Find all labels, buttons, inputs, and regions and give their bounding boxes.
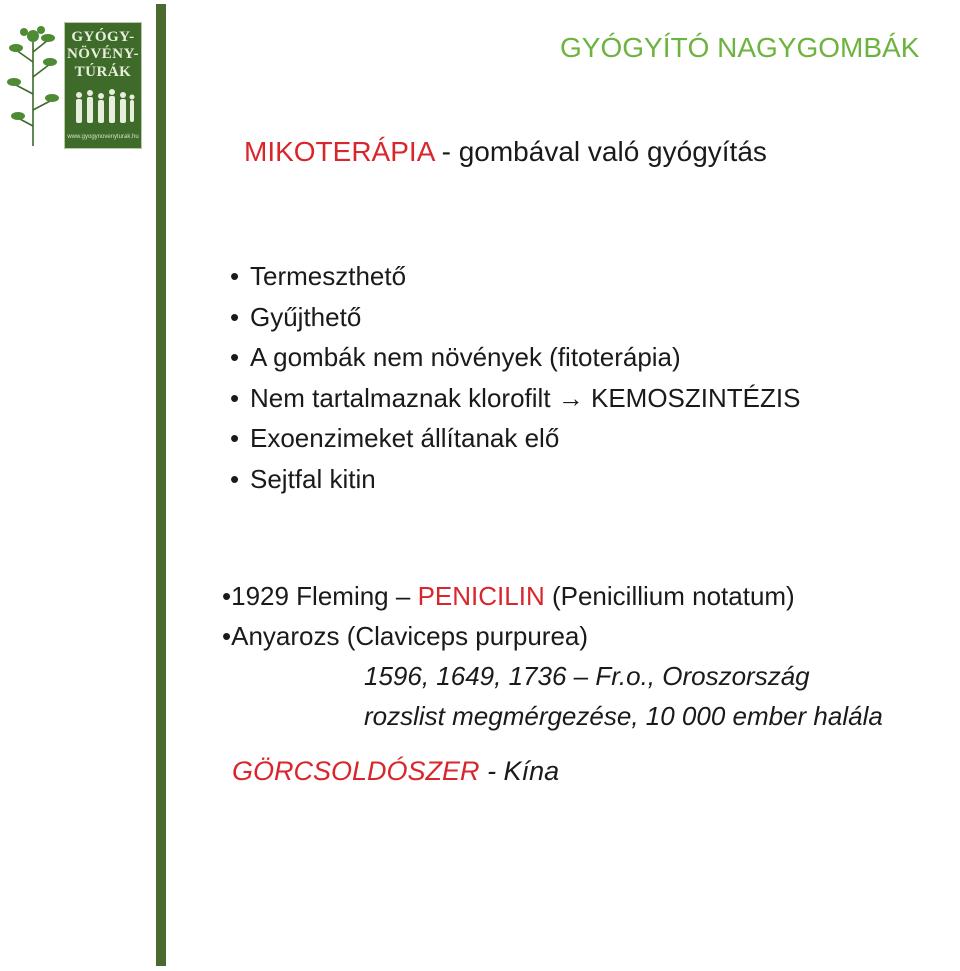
fleming-line bbox=[222, 578, 883, 618]
bullet-icon: • bbox=[230, 301, 240, 332]
list-item-text: Exoenzimeket állítanak elő bbox=[250, 423, 560, 454]
logo-line-2: NÖVÉNY- bbox=[66, 46, 140, 62]
list-item-text: Sejtfal kitin bbox=[250, 463, 376, 494]
fleming-suffix: (Penicillium notatum) bbox=[551, 581, 795, 611]
logo-url: www.gyogynovenyturak.hu bbox=[67, 134, 139, 140]
bullet-icon: • bbox=[230, 463, 240, 494]
fleming-prefix: 1929 Fleming – bbox=[231, 581, 411, 611]
page-title: GYÓGYÍTÓ NAGYGOMBÁK bbox=[560, 32, 920, 63]
bullet-icon: • bbox=[222, 621, 232, 651]
logo-line-1: GYÓGY- bbox=[71, 29, 135, 45]
logo-line-3: TÚRÁK bbox=[74, 64, 132, 80]
antispasmodic-rest: - Kína bbox=[487, 756, 560, 786]
list-item-text: Nem tartalmaznak klorofilt → KEMOSZINTÉZIS bbox=[250, 382, 801, 413]
subtitle-rest: - gombával való gyógyítás bbox=[441, 136, 767, 167]
ergot-note-line: rozslist megmérgezése, 10 000 ember halála bbox=[364, 701, 883, 731]
herb-illustration-icon bbox=[4, 22, 62, 148]
penicilin-term: PENICILIN bbox=[417, 581, 545, 611]
property-bullet-list bbox=[230, 258, 800, 502]
vertical-divider-bar bbox=[156, 4, 166, 966]
bullet-icon: • bbox=[230, 342, 240, 373]
list-item-text: Termeszthető bbox=[250, 261, 407, 291]
bullet-icon: • bbox=[222, 581, 232, 611]
list-item bbox=[230, 420, 800, 461]
gyogynoveny-turak-logo bbox=[64, 22, 142, 149]
list-item bbox=[230, 339, 800, 380]
ergot-line bbox=[222, 618, 883, 658]
list-item bbox=[230, 461, 800, 502]
history-section bbox=[222, 578, 883, 738]
subtitle bbox=[244, 136, 767, 168]
antispasmodic-line bbox=[232, 756, 559, 787]
list-item bbox=[230, 380, 800, 421]
ergot-text: Anyarozs (Claviceps purpurea) bbox=[231, 621, 589, 651]
list-item-text: A gombák nem növények (fitoterápia) bbox=[250, 342, 681, 373]
ergot-dates-line: 1596, 1649, 1736 – Fr.o., Oroszország bbox=[364, 661, 810, 691]
antispasmodic-term: GÖRCSOLDÓSZER bbox=[232, 756, 480, 786]
list-item bbox=[230, 258, 800, 299]
list-item bbox=[230, 299, 800, 340]
subtitle-term: MIKOTERÁPIA bbox=[244, 136, 434, 167]
bullet-icon: • bbox=[230, 382, 240, 413]
bullet-icon: • bbox=[230, 423, 240, 454]
bullet-icon: • bbox=[230, 261, 240, 291]
hikers-silhouette-icon bbox=[73, 87, 135, 127]
list-item-text: Gyűjthető bbox=[250, 301, 362, 332]
